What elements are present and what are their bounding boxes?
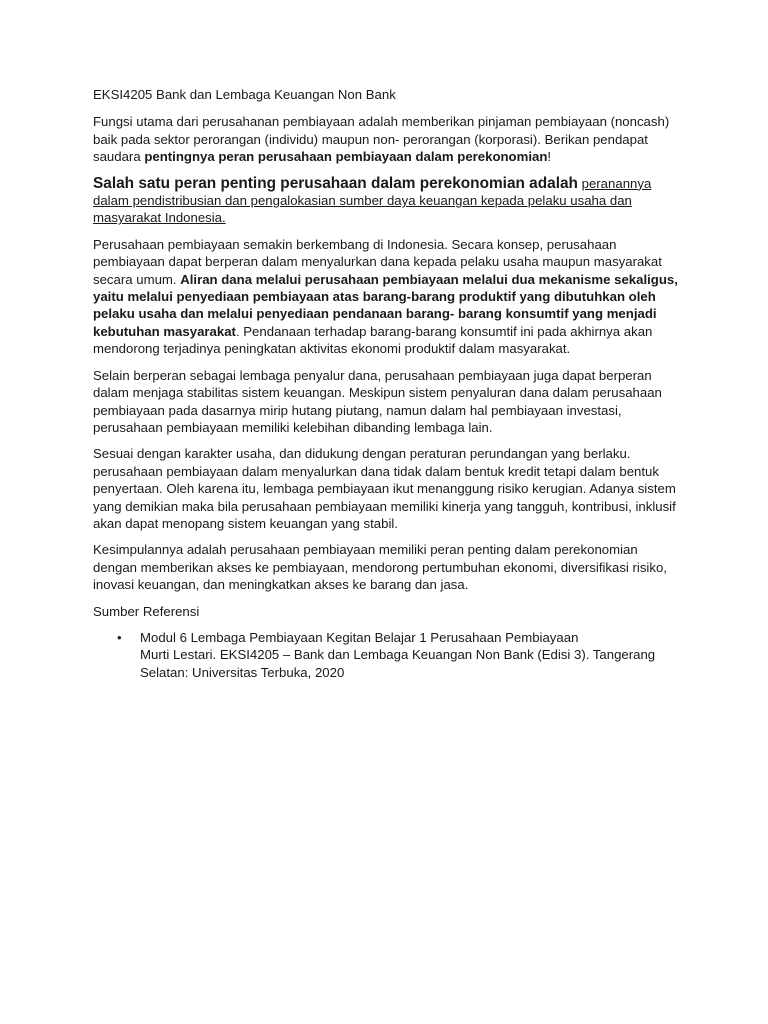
question-emphasis: pentingnya peran perusahaan pembiayaan dalam perekonomian — [144, 149, 548, 165]
question-paragraph — [93, 113, 683, 165]
paragraph-1-bold: Aliran dana melalui perusahaan pembiayaan melalui dua mekanisme sekaligus, yaitu melalui penyediaan pembiayaan atas barang-barang produktif yang dibutuhkan oleh pelaku usaha dan melalui penyediaan pendanaan barang- barang konsumtif yang menjadi kebutuhan masyarakat — [93, 271, 678, 339]
question-end: ! — [547, 149, 552, 165]
answer-heading-bold: Salah satu peran penting perusahaan dalam perekonomian adalah — [93, 174, 578, 192]
reference-line-1: Modul 6 Lembaga Pembiayaan Kegitan Belajar 1 Perusahaan Pembiayaan — [140, 629, 579, 645]
question-text: Fungsi utama dari perusahanan pembiayaan adalah memberikan pinjaman pembiayaan (noncash) baik pada sektor perorangan (individu) maupun non- perorangan (korporasi). Berikan pendapat saudara — [93, 114, 670, 165]
answer-heading — [93, 175, 683, 227]
references-list — [93, 629, 683, 681]
paragraph-3: Sesuai dengan karakter usaha, dan didukung dengan peraturan perundangan yang berlaku. perusahaan pembiayaan dalam menyalurkan dana tidak dalam bentuk kredit tetapi dalam bentuk penyertaan. Oleh karena itu, lembaga pembiayaan ikut menanggung risiko kerugian. Adanya sistem yang demikian maka bila perusahaan pembiayaan memiliki kinerja yang tangguh, kontribusi, inklusif akan dapat menopang sistem keuangan yang stabil. — [93, 446, 676, 531]
list-item — [117, 629, 683, 681]
reference-line-2: Murti Lestari. EKSI4205 – Bank dan Lembaga Keuangan Non Bank (Edisi 3). Tangerang Selatan: Universitas Terbuka, 2020 — [140, 647, 656, 680]
paragraph-2: Selain berperan sebagai lembaga penyalur dana, perusahaan pembiayaan juga dapat berperan dalam menjaga stabilitas sistem keuangan. Meskipun sistem penyaluran dana dalam perusahaan pembiayaan pada dasarnya mirip hutang piutang, namun dalam hal pembiayaan investasi, perusahaan pembiayaan memiliki kelebihan dibanding lembaga lain. — [93, 367, 662, 435]
references-label: Sumber Referensi — [93, 603, 200, 619]
answer-heading-underlined: peranannya dalam pendistribusian dan pengalokasian sumber daya keuangan kepada pelaku usaha dan masyarakat Indonesia. — [93, 175, 652, 226]
paragraph-1-intro: Perusahaan pembiayaan semakin berkembang di Indonesia. Secara konsep, perusahaan pembiayaan dapat berperan dalam menyalurkan dana kepada pelaku usaha maupun masyarakat secara umum. — [93, 236, 662, 287]
bullet-icon: • — [117, 629, 122, 645]
document-body — [93, 86, 683, 681]
paragraph-1-rest: . Pendanaan terhadap barang-barang konsumtif ini pada akhirnya akan mendorong terjadinya peningkatan aktivitas ekonomi produktif dalam masyarakat. — [93, 323, 653, 357]
course-title: EKSI4205 Bank dan Lembaga Keuangan Non Bank — [93, 87, 396, 102]
paragraph-4: Kesimpulannya adalah perusahaan pembiayaan memiliki peran penting dalam perekonomian dengan memberikan akses ke pembiayaan, mendorong pertumbuhan ekonomi, diversifikasi risiko, inovasi keuangan, dan meningkatkan akses ke barang dan jasa. — [93, 542, 667, 593]
paragraph-1 — [93, 236, 683, 358]
